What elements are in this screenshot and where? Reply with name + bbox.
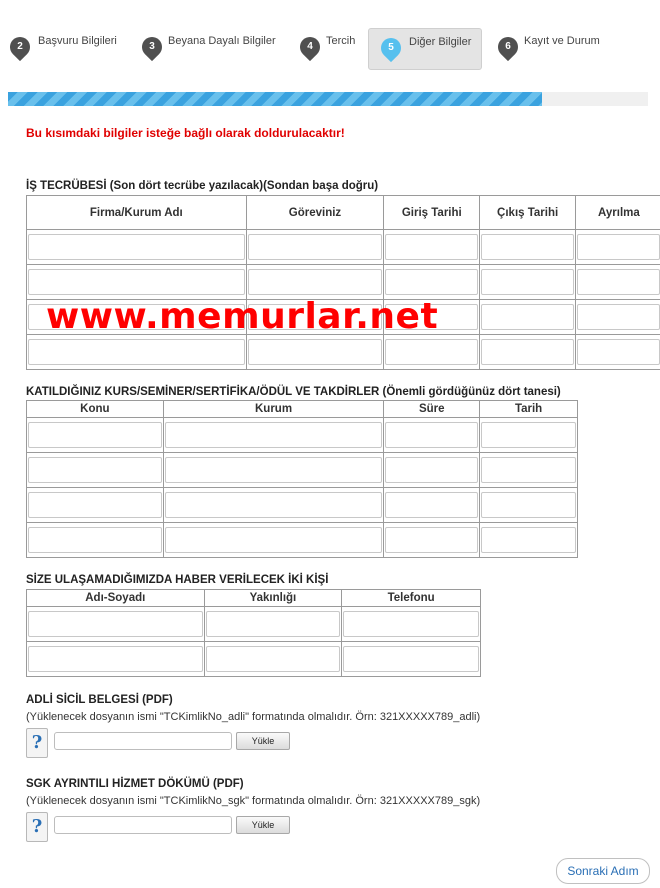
courses-subtitle: (Önemli gördüğünüz dört tanesi): [382, 386, 561, 398]
table-cell: [384, 335, 480, 370]
course-row: [27, 488, 578, 523]
courses-heading: KATILDIĞINIZ KURS/SEMİNER/SERTİFİKA/ÖDÜL VE TAKDİRLER: [26, 386, 380, 398]
text-input[interactable]: [577, 269, 660, 295]
text-input[interactable]: [481, 339, 574, 365]
text-input[interactable]: [248, 234, 383, 260]
optional-notice: Bu kısımdaki bilgiler isteğe bağlı olarak doldurulacaktır!: [26, 126, 345, 140]
text-input[interactable]: [165, 492, 383, 518]
table-cell: [480, 230, 576, 265]
sgk-title: SGK AYRINTILI HİZMET DÖKÜMÜ (PDF): [26, 778, 244, 790]
text-input[interactable]: [28, 422, 162, 448]
experience-heading: İŞ TECRÜBESİ: [26, 180, 107, 192]
table-cell: [576, 230, 660, 265]
table-cell: [27, 265, 247, 300]
table-cell: [576, 265, 660, 300]
table-cell: [27, 335, 247, 370]
step-2-pin-icon: 2: [6, 33, 34, 61]
text-input[interactable]: [28, 611, 203, 637]
text-input[interactable]: [206, 646, 341, 672]
col-kurum: Kurum: [163, 401, 384, 418]
step-4-pin-icon: 4: [296, 33, 324, 61]
text-input[interactable]: [248, 339, 383, 365]
text-input[interactable]: [28, 527, 162, 553]
text-input[interactable]: [385, 339, 478, 365]
table-cell: [384, 418, 480, 453]
step-6-pin-icon: 6: [494, 33, 522, 61]
table-cell: [384, 488, 480, 523]
text-input[interactable]: [28, 339, 245, 365]
step-label: Kayıt ve Durum: [524, 35, 600, 47]
help-icon[interactable]: ?: [26, 728, 48, 758]
col-tarih: Tarih: [480, 401, 578, 418]
text-input[interactable]: [481, 269, 574, 295]
col-konu: Konu: [27, 401, 164, 418]
experience-row: [27, 265, 660, 300]
table-cell: [163, 523, 384, 558]
table-cell: [246, 335, 384, 370]
step-label: Diğer Bilgiler: [409, 36, 472, 48]
criminal-record-note: (Yüklenecek dosyanın ismi "TCKimlikNo_adli" formatında olmalıdır. Örn: 321XXXXX789_adli): [26, 711, 481, 723]
course-row: [27, 453, 578, 488]
course-row: [27, 418, 578, 453]
table-cell: [480, 335, 576, 370]
step-label: Başvuru Bilgileri: [38, 35, 117, 47]
table-cell: [480, 453, 578, 488]
step-5-pin-icon: 5: [377, 34, 405, 62]
table-cell: [204, 607, 342, 642]
step-diger-active[interactable]: [368, 28, 482, 70]
progress-fill: [8, 92, 542, 106]
watermark-text: www.memurlar.net: [46, 296, 439, 337]
text-input[interactable]: [28, 269, 245, 295]
text-input[interactable]: [165, 457, 383, 483]
text-input[interactable]: [165, 527, 383, 553]
step-label: Beyana Dayalı Bilgiler: [168, 35, 276, 47]
experience-subtitle: (Son dört tecrübe yazılacak)(Sondan başa doğru): [109, 180, 379, 192]
table-cell: [204, 642, 342, 677]
col-adi-soyadi: Adı-Soyadı: [27, 590, 205, 607]
table-cell: [27, 607, 205, 642]
table-cell: [576, 300, 660, 335]
experience-title: [26, 180, 378, 192]
table-cell: [27, 230, 247, 265]
table-cell: [27, 418, 164, 453]
col-sure: Süre: [384, 401, 480, 418]
text-input[interactable]: [248, 269, 383, 295]
text-input[interactable]: [28, 234, 245, 260]
contact-row: [27, 642, 481, 677]
table-cell: [27, 642, 205, 677]
text-input[interactable]: [385, 269, 478, 295]
sgk-file-input[interactable]: [54, 816, 232, 834]
text-input[interactable]: [343, 646, 479, 672]
table-cell: [480, 300, 576, 335]
table-cell: [27, 453, 164, 488]
next-step-button[interactable]: Sonraki Adım: [556, 858, 650, 884]
text-input[interactable]: [28, 492, 162, 518]
table-cell: [163, 488, 384, 523]
contact-row: [27, 607, 481, 642]
table-cell: [480, 488, 578, 523]
table-cell: [480, 523, 578, 558]
step-beyan[interactable]: [136, 28, 286, 68]
table-cell: [27, 523, 164, 558]
step-tercih[interactable]: [294, 28, 364, 68]
step-label: Tercih: [326, 35, 356, 47]
text-input[interactable]: [577, 339, 660, 365]
col-telefon: Telefonu: [342, 590, 481, 607]
table-cell: [384, 523, 480, 558]
text-input[interactable]: [577, 234, 660, 260]
text-input[interactable]: [343, 611, 479, 637]
col-gorev: Göreviniz: [246, 196, 384, 230]
courses-table: [26, 400, 578, 558]
course-row: [27, 523, 578, 558]
table-cell: [246, 230, 384, 265]
table-cell: [576, 335, 660, 370]
text-input[interactable]: [165, 422, 383, 448]
criminal-record-file-input[interactable]: [54, 732, 232, 750]
wizard-steps: [0, 0, 660, 80]
criminal-record-upload-button[interactable]: Yükle: [236, 732, 290, 750]
table-cell: [342, 607, 481, 642]
col-firma: Firma/Kurum Adı: [27, 196, 247, 230]
text-input[interactable]: [481, 304, 574, 330]
col-giris: Giriş Tarihi: [384, 196, 480, 230]
text-input[interactable]: [206, 611, 341, 637]
table-cell: [163, 453, 384, 488]
text-input[interactable]: [481, 492, 576, 518]
criminal-record-title: ADLİ SİCİL BELGESİ (PDF): [26, 694, 173, 706]
text-input[interactable]: [481, 422, 576, 448]
experience-table: [26, 195, 660, 370]
text-input[interactable]: [385, 527, 478, 553]
col-ayrilma: Ayrılma: [576, 196, 660, 230]
table-cell: [384, 265, 480, 300]
sgk-note: (Yüklenecek dosyanın ismi "TCKimlikNo_sgk" formatında olmalıdır. Örn: 321XXXXX789_sgk): [26, 795, 481, 807]
table-cell: [163, 418, 384, 453]
text-input[interactable]: [385, 492, 478, 518]
sgk-upload-button[interactable]: Yükle: [236, 816, 290, 834]
step-3-pin-icon: 3: [138, 33, 166, 61]
contacts-table: [26, 589, 481, 677]
help-icon[interactable]: ?: [26, 812, 48, 842]
col-yakinlik: Yakınlığı: [204, 590, 342, 607]
text-input[interactable]: [28, 646, 203, 672]
step-kayit[interactable]: [492, 28, 622, 68]
text-input[interactable]: [481, 527, 576, 553]
table-cell: [480, 265, 576, 300]
table-cell: [27, 488, 164, 523]
text-input[interactable]: [481, 234, 574, 260]
contacts-title: SİZE ULAŞAMADIĞIMIZDA HABER VERİLECEK İKİ KİŞİ: [26, 574, 329, 586]
text-input[interactable]: [28, 457, 162, 483]
text-input[interactable]: [385, 457, 478, 483]
courses-title: [26, 386, 561, 398]
table-cell: [342, 642, 481, 677]
table-cell: [246, 265, 384, 300]
col-cikis: Çıkış Tarihi: [480, 196, 576, 230]
experience-row: [27, 230, 660, 265]
step-basvuru[interactable]: [4, 28, 124, 68]
experience-row: [27, 335, 660, 370]
text-input[interactable]: [577, 304, 660, 330]
table-cell: [480, 418, 578, 453]
table-cell: [384, 453, 480, 488]
text-input[interactable]: [385, 422, 478, 448]
text-input[interactable]: [481, 457, 576, 483]
progress-bar: [8, 92, 648, 106]
table-cell: [384, 230, 480, 265]
text-input[interactable]: [385, 234, 478, 260]
